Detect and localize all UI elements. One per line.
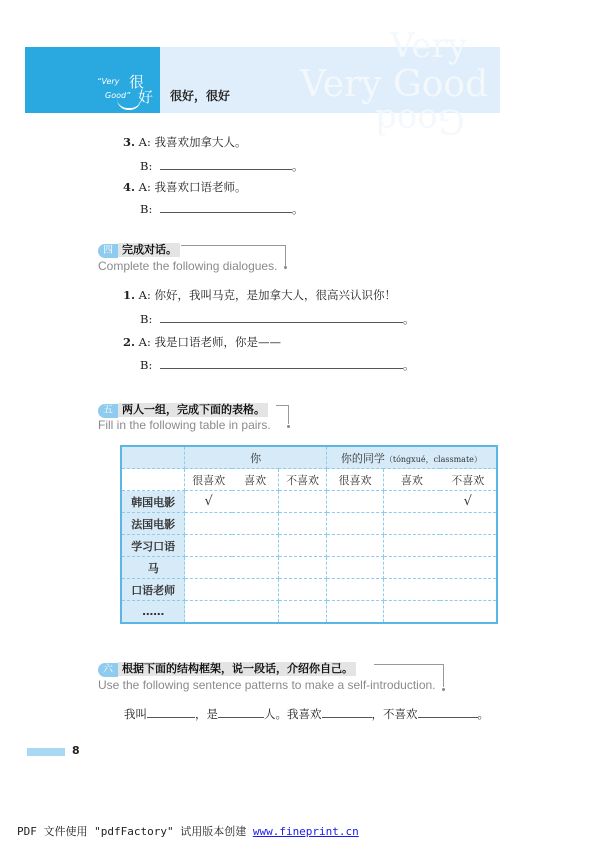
answer-blank[interactable] [160, 158, 292, 170]
bracket-dot [442, 688, 445, 691]
pairs-table [120, 445, 498, 624]
table-cell[interactable] [185, 557, 232, 579]
section-subtitle: Complete the following dialogues. [98, 259, 278, 273]
table-cell[interactable] [326, 579, 383, 601]
page-number: 8 [72, 744, 80, 757]
table-cell[interactable] [384, 557, 440, 579]
dialogue-item-a [123, 134, 247, 150]
table-cell[interactable] [185, 535, 232, 557]
page-header-title: 很好，很好 [170, 89, 231, 103]
table-cell[interactable] [440, 535, 497, 557]
table-cell[interactable] [232, 491, 279, 513]
table-cell[interactable] [326, 491, 383, 513]
answer-blank[interactable] [160, 311, 403, 323]
period: 。 [291, 159, 304, 173]
speaker-label: B: [140, 159, 153, 173]
self-intro-pattern [124, 706, 489, 722]
table-row [121, 513, 497, 535]
section-subtitle: Use the following sentence patterns to make a self-introduction. [98, 678, 436, 692]
group-header-classmate-label: 你的同学 [340, 451, 385, 465]
dialogue-text: 我喜欢口语老师。 [154, 180, 247, 194]
section-badge: 四 [98, 244, 118, 258]
dialogue-item-b [140, 158, 303, 174]
subheader-cell: 很喜欢 [326, 469, 383, 491]
item-number: 1. [123, 288, 136, 302]
bracket-dot [287, 425, 290, 428]
row-label: 法国电影 [121, 513, 185, 535]
footer-link[interactable]: www.fineprint.cn [252, 825, 359, 838]
subheader-cell: 不喜欢 [279, 469, 326, 491]
table-cell[interactable] [185, 601, 232, 624]
period: 。 [402, 312, 415, 326]
section-title: 根据下面的结构框架，说一段话，介绍你自己。 [118, 662, 356, 676]
group-header-classmate [326, 446, 497, 469]
smile-icon [117, 99, 141, 110]
table-cell[interactable] [232, 513, 279, 535]
table-corner-cell [121, 469, 185, 491]
table-cell[interactable] [326, 601, 383, 624]
pattern-text: 人。我喜欢 [264, 707, 322, 721]
speaker-label: A: [138, 135, 151, 149]
period: 。 [291, 202, 304, 216]
row-label: …… [121, 601, 185, 624]
table-row [121, 535, 497, 557]
table-cell[interactable] [279, 491, 326, 513]
dialogue-item-b [140, 357, 414, 373]
subheader-cell: 很喜欢 [185, 469, 232, 491]
dialogue-item-a [123, 287, 396, 303]
logo-text-cn-1: 很 [129, 73, 145, 91]
table-cell[interactable] [384, 535, 440, 557]
bracket-decoration [276, 405, 289, 424]
section-title: 完成对话。 [118, 243, 180, 257]
table-cell[interactable] [440, 579, 497, 601]
row-label: 马 [121, 557, 185, 579]
table-cell[interactable] [440, 557, 497, 579]
table-cell[interactable] [232, 579, 279, 601]
subheader-cell: 喜欢 [232, 469, 279, 491]
bracket-dot [284, 266, 287, 269]
table-cell[interactable] [440, 601, 497, 624]
pattern-text: 我叫 [124, 707, 147, 721]
answer-blank[interactable] [147, 706, 195, 718]
dialogue-item-a [123, 334, 281, 350]
table-cell[interactable] [279, 579, 326, 601]
table-row [121, 557, 497, 579]
item-number: 3. [123, 135, 136, 149]
item-number: 2. [123, 335, 136, 349]
table-cell[interactable] [185, 579, 232, 601]
subheader-cell: 不喜欢 [440, 469, 497, 491]
row-label: 学习口语 [121, 535, 185, 557]
table-cell[interactable]: √ [440, 491, 497, 513]
answer-blank[interactable] [160, 357, 403, 369]
table-subheader-row [121, 469, 497, 491]
header-logo-block [25, 47, 160, 113]
table-cell[interactable] [440, 513, 497, 535]
logo-text-en-2: Good” [105, 91, 131, 100]
table-cell[interactable] [326, 513, 383, 535]
section-badge: 六 [98, 663, 118, 677]
speaker-label: A: [138, 335, 151, 349]
answer-blank[interactable] [322, 706, 372, 718]
section-heading-5 [98, 398, 268, 418]
table-cell[interactable] [384, 601, 440, 624]
watermark-text: Very Good [300, 64, 489, 105]
group-header-classmate-note: （tóngxué，classmate） [384, 454, 482, 464]
table-cell[interactable] [326, 535, 383, 557]
footer-text: PDF 文件使用 "pdfFactory" 试用版本创建 [17, 825, 253, 838]
speaker-label: B: [140, 312, 153, 326]
table-cell[interactable] [185, 513, 232, 535]
section-heading-4 [98, 238, 180, 258]
speaker-label: B: [140, 358, 153, 372]
table-cell[interactable] [326, 557, 383, 579]
watermark-text: Very [390, 26, 468, 66]
section-title: 两人一组，完成下面的表格。 [118, 403, 268, 417]
watermark-text: Good [375, 101, 465, 141]
table-cell[interactable] [232, 557, 279, 579]
table-cell[interactable] [279, 535, 326, 557]
table-cell[interactable]: √ [185, 491, 232, 513]
table-cell[interactable] [384, 579, 440, 601]
group-header-you: 你 [185, 446, 326, 469]
pdf-footer [17, 823, 359, 839]
dialogue-item-a [123, 179, 247, 195]
table-cell[interactable] [232, 535, 279, 557]
dialogue-item-b [140, 201, 303, 217]
table-cell[interactable] [279, 513, 326, 535]
answer-blank[interactable] [160, 201, 292, 213]
speaker-label: A: [138, 180, 151, 194]
pattern-text: ，是 [195, 707, 218, 721]
dialogue-text: 你好，我叫马克，是加拿大人，很高兴认识你！ [154, 288, 397, 302]
table-header-row [121, 446, 497, 469]
table-row [121, 491, 497, 513]
section-subtitle: Fill in the following table in pairs. [98, 418, 271, 432]
dialogue-text: 我喜欢加拿大人。 [154, 135, 247, 149]
table-row [121, 601, 497, 624]
speaker-label: B: [140, 202, 153, 216]
table-cell[interactable] [384, 513, 440, 535]
table-row [121, 579, 497, 601]
row-label: 韩国电影 [121, 491, 185, 513]
pattern-text: ，不喜欢 [371, 707, 418, 721]
row-label: 口语老师 [121, 579, 185, 601]
logo-text-cn-2: 好 [138, 88, 154, 106]
item-number: 4. [123, 180, 136, 194]
period: 。 [402, 358, 415, 372]
answer-blank[interactable] [418, 706, 478, 718]
section-heading-6 [98, 657, 356, 677]
page-number-bar [27, 748, 65, 756]
section-badge: 五 [98, 404, 118, 418]
table-cell[interactable] [279, 601, 326, 624]
speaker-label: A: [138, 288, 151, 302]
pattern-text: 。 [477, 707, 489, 721]
logo-text-en-1: “Very [97, 77, 120, 86]
table-cell[interactable] [232, 601, 279, 624]
table-corner-cell [121, 446, 185, 469]
table-cell[interactable] [279, 557, 326, 579]
table-cell[interactable] [384, 491, 440, 513]
dialogue-item-b [140, 311, 414, 327]
subheader-cell: 喜欢 [384, 469, 440, 491]
dialogue-text: 我是口语老师，你是—— [154, 335, 282, 349]
answer-blank[interactable] [218, 706, 264, 718]
